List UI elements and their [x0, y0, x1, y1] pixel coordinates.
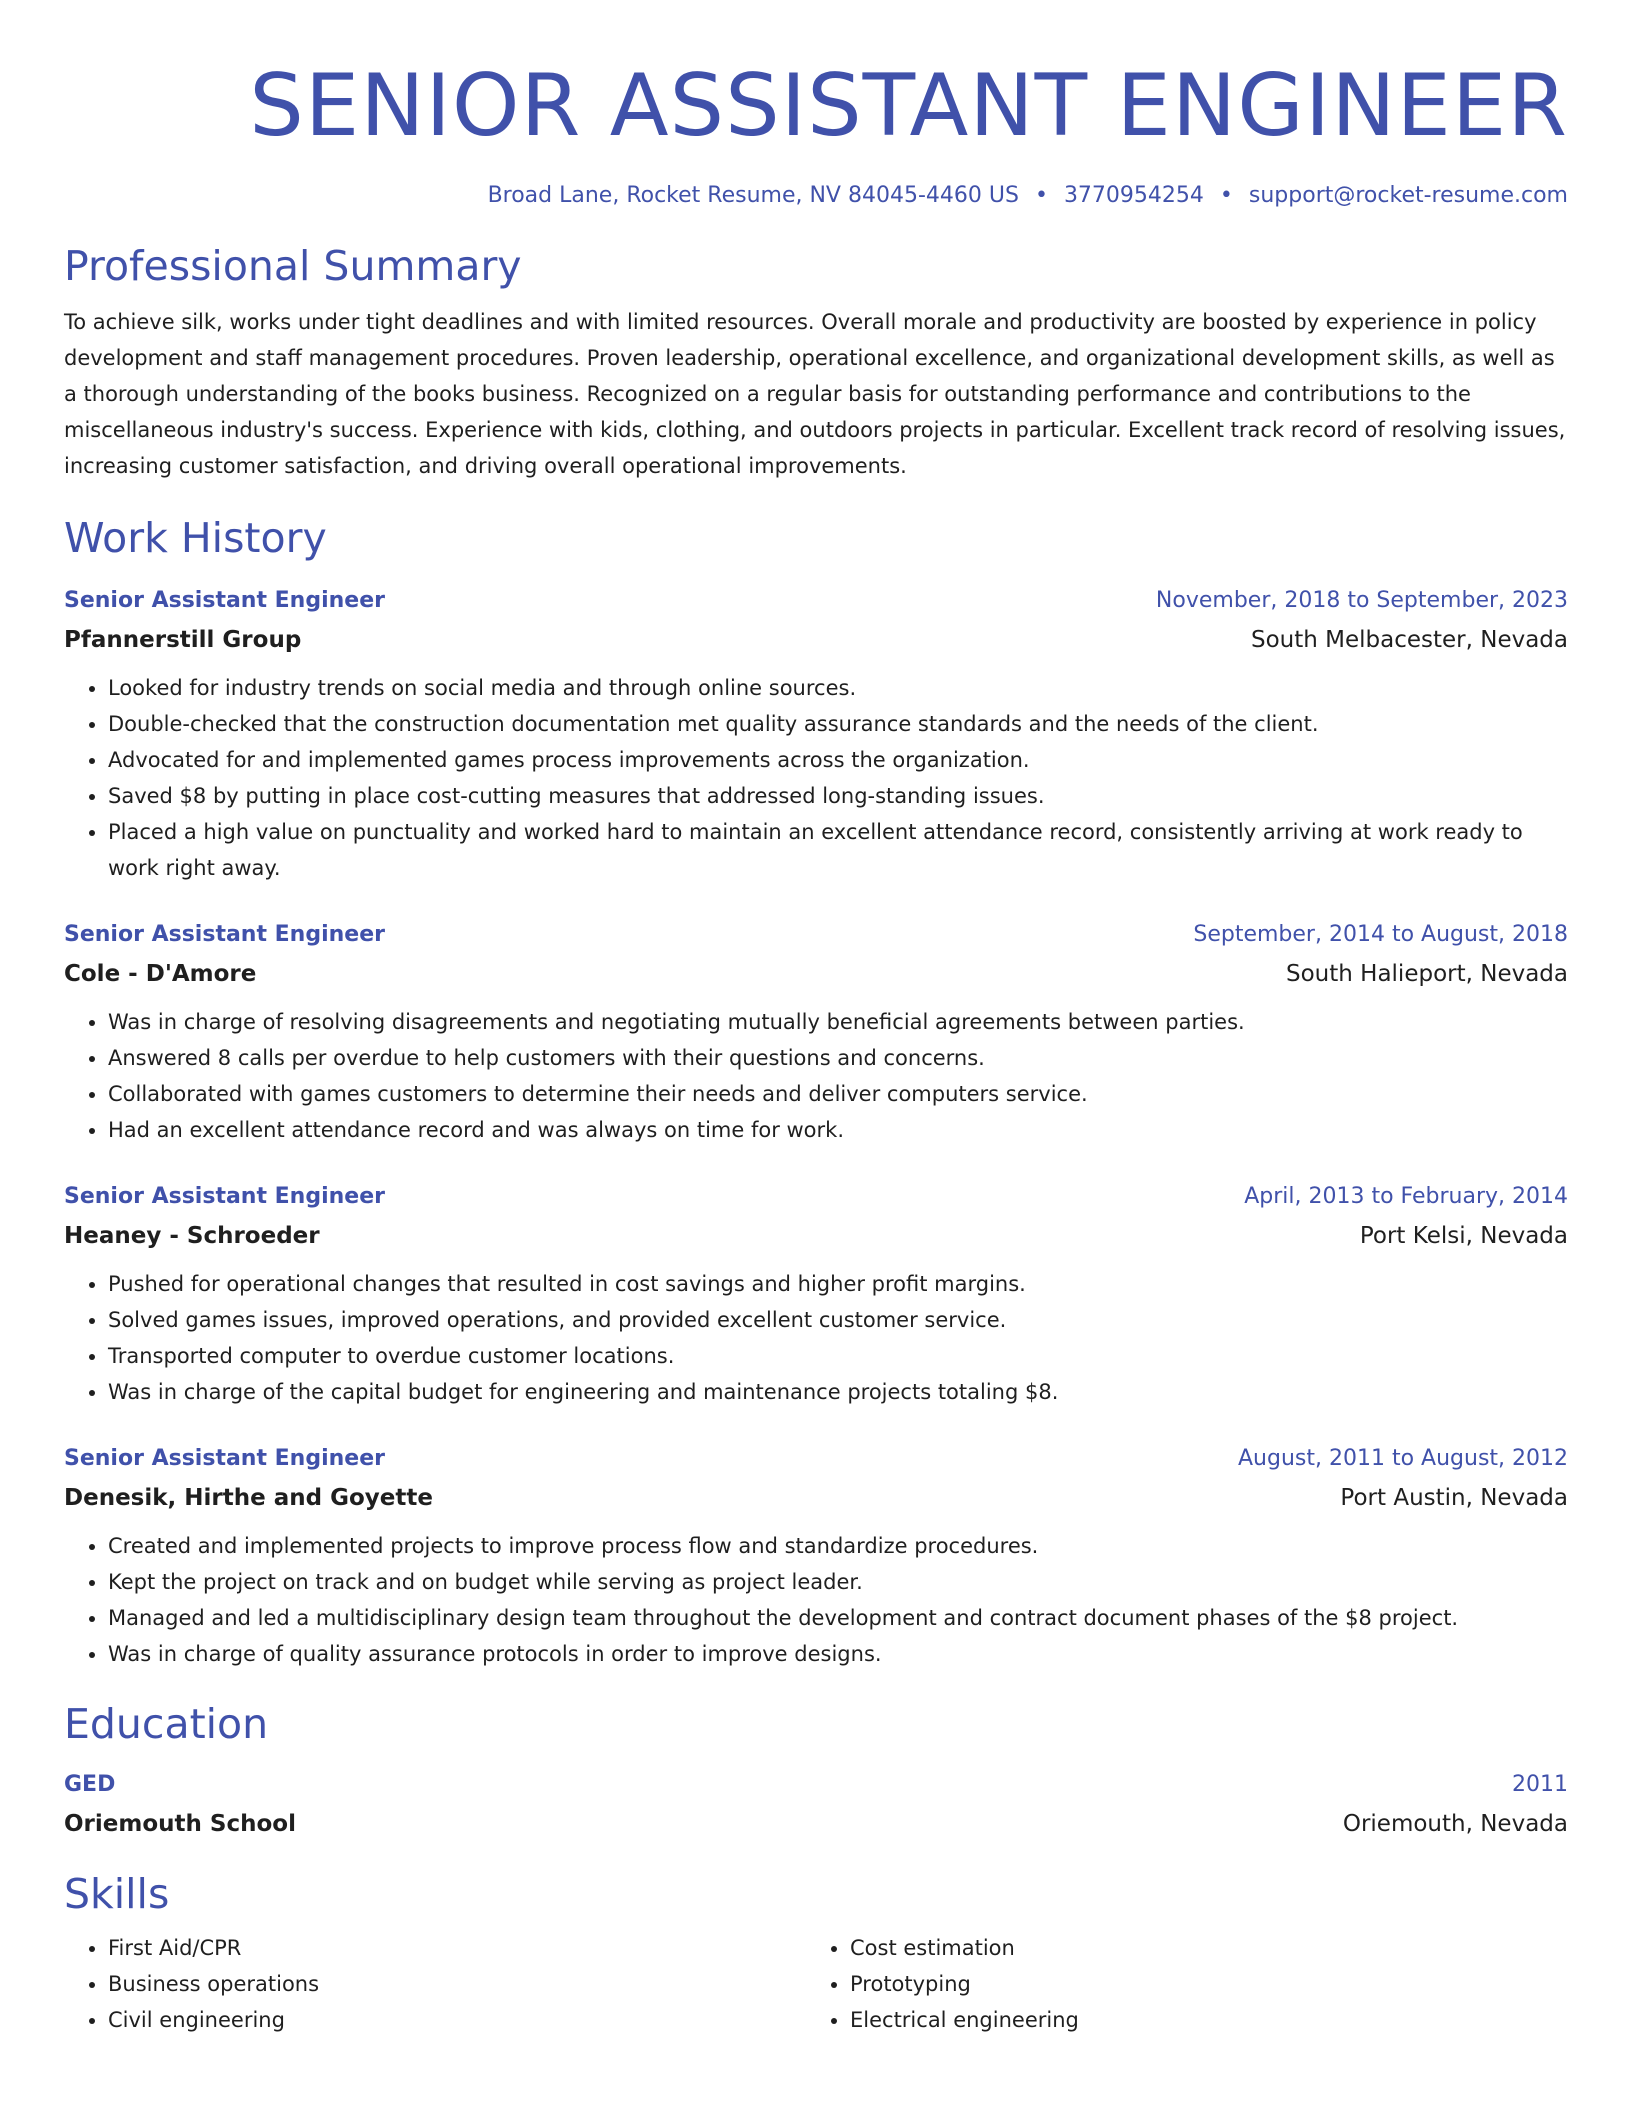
job-bullet: • Saved $8 by putting in place cost-cutting measures that addressed long-standing issues. — [108, 778, 1568, 814]
contact-phone: 3770954254 — [1063, 183, 1204, 208]
work-history-section-title: Work History — [64, 514, 327, 562]
education-section-title: Education — [64, 1700, 269, 1748]
contact-line — [64, 180, 1568, 212]
skill-item: • Prototyping — [850, 1966, 1548, 2002]
job-bullets — [64, 670, 1568, 886]
skill-item: • Business operations — [108, 1966, 806, 2002]
contact-email[interactable]: support@rocket-resume.com — [1248, 183, 1568, 208]
job-dates: August, 2011 to August, 2012 — [1238, 1446, 1568, 1471]
job-role: Senior Assistant Engineer — [64, 588, 385, 613]
job-company: Denesik, Hirthe and Goyette — [64, 1485, 433, 1511]
job-company: Pfannerstill Group — [64, 627, 302, 653]
separator-dot: • — [1034, 183, 1048, 208]
job-entry — [64, 582, 1568, 886]
summary-text: To achieve silk, works under tight deadlines and with limited resources. Overall morale and productivity are boosted by experience in policy development and staff management procedures. Proven leadership, operational excellence, and organizational development skills, as well as a thorough understanding of the books business. Recognized on a regular basis for outstanding performance and contributions to the miscellaneous industry's success. Experience with kids, clothing, and outdoors projects in particular. Excellent track record of resolving issues, increasing customer satisfaction, and driving overall operational improvements. — [64, 310, 1566, 478]
skills-column-right — [806, 1930, 1548, 2038]
contact-address: Broad Lane, Rocket Resume, NV 84045-4460 US — [487, 183, 1019, 208]
job-bullet: • Looked for industry trends on social media and through online sources. — [108, 670, 1568, 706]
job-bullet: • Answered 8 calls per overdue to help customers with their questions and concerns. — [108, 1040, 1568, 1076]
job-bullet: • Was in charge of the capital budget for engineering and maintenance projects totaling $8. — [108, 1374, 1568, 1410]
resume-page — [64, 0, 1568, 2038]
job-entry — [64, 916, 1568, 1148]
job-bullet: • Advocated for and implemented games process improvements across the organization. — [108, 742, 1568, 778]
job-bullets — [64, 1266, 1568, 1410]
job-dates: November, 2018 to September, 2023 — [1155, 588, 1568, 613]
job-role: Senior Assistant Engineer — [64, 1184, 385, 1209]
skills-list — [64, 1930, 1568, 2038]
job-location: South Halieport, Nevada — [1286, 961, 1568, 987]
job-company: Heaney - Schroeder — [64, 1223, 320, 1249]
job-entry — [64, 1178, 1568, 1410]
job-bullet: • Created and implemented projects to improve process flow and standardize procedures. — [108, 1528, 1568, 1564]
job-bullets — [64, 1528, 1568, 1672]
job-role: Senior Assistant Engineer — [64, 922, 385, 947]
summary-section-title: Professional Summary — [64, 242, 522, 290]
job-bullet: • Placed a high value on punctuality and worked hard to maintain an excellent attendance record, consistently arriving at work ready to work right away. — [108, 814, 1568, 886]
job-bullet: • Kept the project on track and on budget while serving as project leader. — [108, 1564, 1568, 1600]
job-dates: September, 2014 to August, 2018 — [1193, 922, 1568, 947]
job-dates: April, 2013 to February, 2014 — [1244, 1184, 1568, 1209]
job-role: Senior Assistant Engineer — [64, 1446, 385, 1471]
skill-item: • Civil engineering — [108, 2002, 806, 2038]
job-bullet: • Collaborated with games customers to determine their needs and deliver computers service. — [108, 1076, 1568, 1112]
education-degree: GED — [64, 1772, 116, 1797]
job-bullet: • Was in charge of resolving disagreements and negotiating mutually beneficial agreements between parties. — [108, 1004, 1568, 1040]
job-location: Port Austin, Nevada — [1340, 1485, 1568, 1511]
education-school: Oriemouth School — [64, 1811, 296, 1837]
education-entry — [64, 1766, 1568, 1844]
resume-name-heading: SENIOR ASSISTANT ENGINEER — [249, 56, 1568, 156]
job-entry — [64, 1440, 1568, 1672]
job-bullet: • Was in charge of quality assurance protocols in order to improve designs. — [108, 1636, 1568, 1672]
job-location: Port Kelsi, Nevada — [1359, 1223, 1568, 1249]
skill-item: • Electrical engineering — [850, 2002, 1548, 2038]
job-company: Cole - D'Amore — [64, 961, 257, 987]
job-bullet: • Had an excellent attendance record and was always on time for work. — [108, 1112, 1568, 1148]
skill-item: • Cost estimation — [850, 1930, 1548, 1966]
job-bullets — [64, 1004, 1568, 1148]
job-bullet: • Pushed for operational changes that resulted in cost savings and higher profit margins. — [108, 1266, 1568, 1302]
skills-column-left — [64, 1930, 806, 2038]
job-location: South Melbacester, Nevada — [1250, 627, 1568, 653]
job-bullet: • Solved games issues, improved operations, and provided excellent customer service. — [108, 1302, 1568, 1338]
skill-item: • First Aid/CPR — [108, 1930, 806, 1966]
job-bullet: • Transported computer to overdue customer locations. — [108, 1338, 1568, 1374]
job-bullet: • Double-checked that the construction documentation met quality assurance standards and the needs of the client. — [108, 706, 1568, 742]
skills-section-title: Skills — [64, 1870, 170, 1918]
education-location: Oriemouth, Nevada — [1342, 1811, 1568, 1837]
job-bullet: • Managed and led a multidisciplinary design team throughout the development and contract document phases of the $8 project. — [108, 1600, 1568, 1636]
separator-dot: • — [1219, 183, 1233, 208]
education-year: 2011 — [1512, 1772, 1568, 1797]
